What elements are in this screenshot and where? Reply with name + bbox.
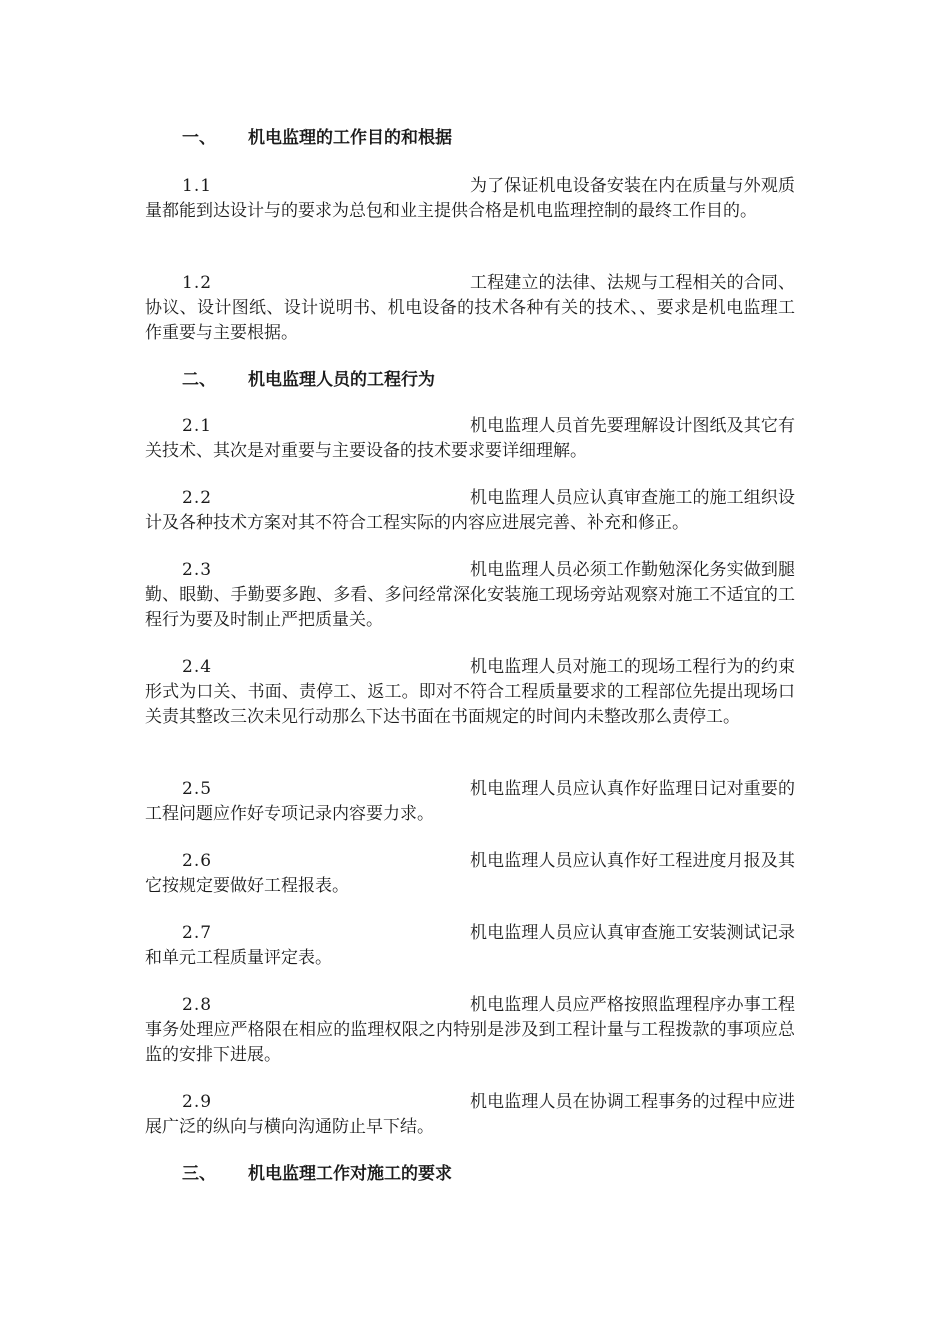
section-number: 三、: [182, 1164, 216, 1184]
section-title: 机电监理的工作目的和根据: [248, 128, 452, 148]
paragraph-2-7: [145, 921, 795, 971]
paragraph-number: 2.3: [182, 560, 213, 580]
paragraph-2-1: [145, 414, 795, 464]
paragraph-number: 2.7: [182, 923, 213, 943]
section-heading-3: [182, 1162, 452, 1186]
paragraph-2-6: [145, 849, 795, 899]
paragraph-1-1: [145, 174, 795, 224]
paragraph-number: 2.4: [182, 657, 213, 677]
section-title: 机电监理工作对施工的要求: [248, 1164, 452, 1184]
paragraph-text: 机电监理人员应严格按照监理程序办事工程事务处理应严格限在相应的监理权限之内特别是涉及到工程计量与工程拨款的事项应总监的安排下进展。: [145, 995, 795, 1065]
paragraph-number: 2.9: [182, 1092, 213, 1112]
paragraph-2-5: [145, 777, 795, 827]
paragraph-2-3: [145, 558, 795, 633]
paragraph-number: 1.2: [182, 273, 213, 293]
paragraph-text: 工程建立的法律、法规与工程相关的合同、协议、设计图纸、设计说明书、机电设备的技术各种有关的技术、、要求是机电监理工作重要与主要根据。: [145, 273, 795, 343]
paragraph-number: 2.6: [182, 851, 213, 871]
section-heading-1: [182, 126, 452, 150]
paragraph-text: 机电监理人员应认真审查施工安装测试记录和单元工程质量评定表。: [145, 923, 795, 968]
paragraph-text: 机电监理人员首先要理解设计图纸及其它有关技术、其次是对重要与主要设备的技术要求要详细理解。: [145, 416, 795, 461]
section-number: 一、: [182, 128, 216, 148]
section-title: 机电监理人员的工程行为: [248, 370, 435, 390]
paragraph-number: 2.8: [182, 995, 213, 1015]
section-number: 二、: [182, 370, 216, 390]
paragraph-2-9: [145, 1090, 795, 1140]
paragraph-2-4: [145, 655, 795, 730]
paragraph-1-2: [145, 271, 795, 346]
paragraph-text: 机电监理人员应认真审查施工的施工组织设计及各种技术方案对其不符合工程实际的内容应进展完善、补充和修正。: [145, 488, 795, 533]
paragraph-2-8: [145, 993, 795, 1068]
paragraph-text: 机电监理人员在协调工程事务的过程中应进展广泛的纵向与横向沟通防止早下结。: [145, 1092, 795, 1137]
paragraph-text: 机电监理人员应认真作好监理日记对重要的工程问题应作好专项记录内容要力求。: [145, 779, 795, 824]
paragraph-text: 机电监理人员必须工作勤勉深化务实做到腿勤、眼勤、手勤要多跑、多看、多问经常深化安装施工现场旁站观察对施工不适宜的工程行为要及时制止严把质量关。: [145, 560, 795, 630]
section-heading-2: [182, 368, 435, 392]
paragraph-number: 2.5: [182, 779, 213, 799]
paragraph-number: 2.2: [182, 488, 213, 508]
paragraph-text: 机电监理人员对施工的现场工程行为的约束形式为口关、书面、责停工、返工。即对不符合工程质量要求的工程部位先提出现场口关责其整改三次未见行动那么下达书面在书面规定的时间内未整改那么责停工。: [145, 657, 795, 727]
paragraph-2-2: [145, 486, 795, 536]
paragraph-number: 1.1: [182, 176, 213, 196]
paragraph-text: 机电监理人员应认真作好工程进度月报及其它按规定要做好工程报表。: [145, 851, 795, 896]
paragraph-number: 2.1: [182, 416, 213, 436]
paragraph-text: 为了保证机电设备安装在内在质量与外观质量都能到达设计与的要求为总包和业主提供合格是机电监理控制的最终工作目的。: [145, 176, 795, 221]
